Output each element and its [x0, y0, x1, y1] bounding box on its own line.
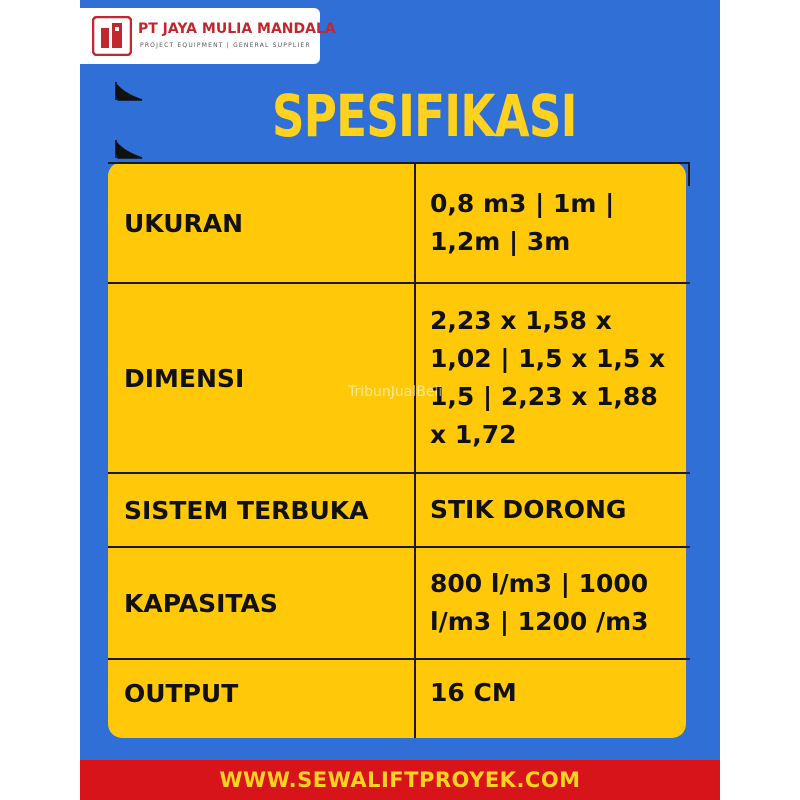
row-label-ukuran: UKURAN	[124, 208, 244, 238]
building-logo-icon	[92, 16, 132, 56]
website-link[interactable]: WWW.SEWALIFTPROYEK.COM	[219, 768, 581, 792]
company-logo	[80, 8, 336, 64]
table-border-right	[688, 162, 690, 186]
row-label-output: OUTPUT	[124, 678, 239, 708]
spec-table	[108, 162, 690, 738]
row-value-sistem-terbuka: STIK DORONG	[430, 495, 627, 524]
row-label-kapasitas: KAPASITAS	[124, 588, 278, 618]
left-margin	[0, 0, 80, 800]
flag-decoration-icon	[114, 138, 144, 160]
row-label-dimensi: DIMENSI	[124, 363, 245, 393]
page-title: SPESIFIKASI	[272, 82, 577, 150]
watermark: TribunJualBeli	[348, 384, 443, 400]
footer-band	[80, 760, 720, 800]
row-value-kapasitas: 800 l/m3 | 1000 l/m3 | 1200 /m3	[430, 569, 649, 636]
company-tagline: PROJECT EQUIPMENT | GENERAL SUPPLIER	[140, 42, 311, 49]
table-column-divider	[414, 162, 416, 738]
right-margin	[720, 0, 800, 800]
flag-decoration-icon	[114, 80, 144, 102]
row-value-ukuran: 0,8 m3 | 1m | 1,2m | 3m	[430, 189, 615, 256]
row-label-sistem-terbuka: SISTEM TERBUKA	[124, 495, 369, 525]
company-name: PT JAYA MULIA MANDALA	[138, 21, 336, 37]
row-value-dimensi: 2,23 x 1,58 x 1,02 | 1,5 x 1,5 x 1,5 | 2,23 x 1,88 x 1,72	[430, 306, 666, 449]
row-value-output: 16 CM	[430, 678, 517, 707]
